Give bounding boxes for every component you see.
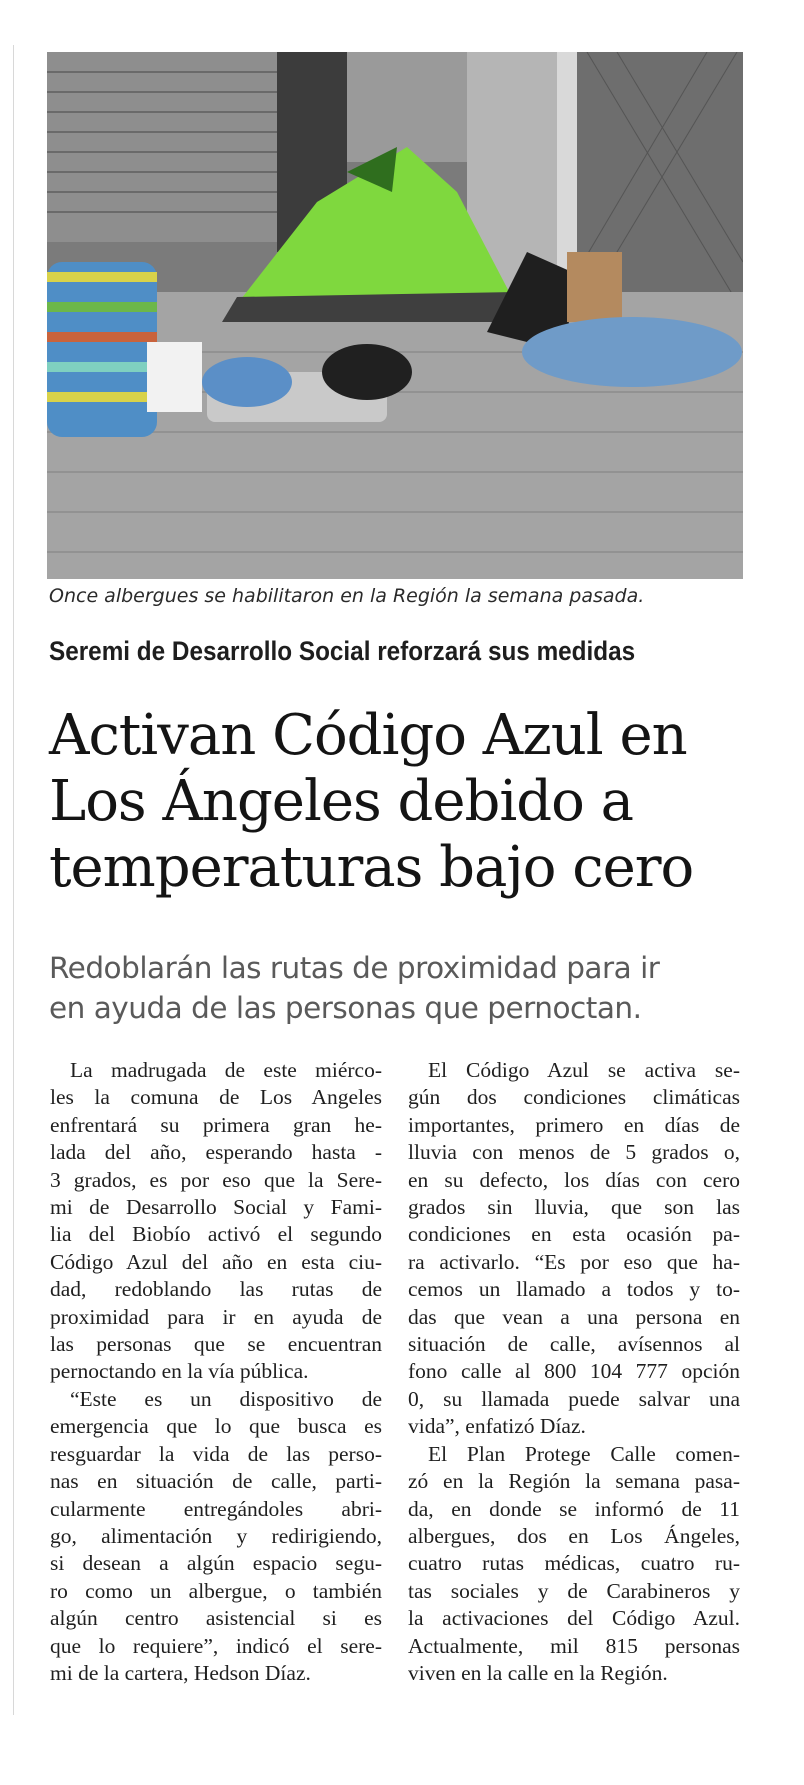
body-line: 0, su llamada puede salvar una (408, 1386, 740, 1411)
body-line: condiciones en esta ocasión pa- (408, 1222, 740, 1247)
body-line: les la comuna de Los Angeles (50, 1085, 382, 1110)
photo-caption: Once albergues se habilitaron en la Región la semana pasada. (49, 585, 645, 607)
headline-line: temperaturas bajo cero (49, 835, 694, 900)
body-line: El Código Azul se activa se- (428, 1058, 740, 1082)
body-line: en su defecto, los días con cero (408, 1167, 740, 1192)
body-line: mi de la cartera, Hedson Díaz. (50, 1660, 311, 1685)
subheadline-line: Redoblarán las rutas de proximidad para ir (49, 951, 660, 985)
body-line: lada del año, esperando hasta - (50, 1140, 382, 1165)
body-line: La madrugada de este miérco- (70, 1058, 382, 1082)
body-line: cularmente entregándoles abri- (50, 1496, 382, 1521)
body-line: la activaciones del Código Azul. (408, 1606, 740, 1631)
body-line: cuatro rutas médicas, cuatro ru- (408, 1551, 740, 1576)
headline-line: Activan Código Azul en (49, 703, 687, 768)
body-line: ra activarlo. “Es por eso que ha- (408, 1249, 740, 1274)
body-line: zó en la Región la semana pasa- (408, 1469, 740, 1494)
body-line: cemos un llamado a todos y to- (408, 1277, 740, 1302)
page-edge-rule (13, 45, 14, 1715)
subheadline-line: en ayuda de las personas que pernoctan. (49, 991, 642, 1025)
body-line: lluvia con menos de 5 grados o, (408, 1140, 740, 1165)
body-line: grados sin lluvia, que son las (408, 1195, 740, 1220)
body-line: gún dos condiciones climáticas (408, 1085, 740, 1110)
body-line: que lo requiere”, indicó el sere- (50, 1633, 382, 1658)
body-line: albergues, dos en Los Ángeles, (408, 1523, 740, 1548)
body-column-right (408, 1057, 740, 1687)
body-line: 3 grados, es por eso que la Sere- (50, 1167, 382, 1192)
headline-line: Los Ángeles debido a (49, 769, 634, 834)
body-line: da, en donde se informó de 11 (408, 1496, 740, 1521)
body-line: das que vean a una persona en (408, 1304, 740, 1329)
body-line: nas en situación de calle, parti- (50, 1469, 382, 1494)
body-line: mi de Desarrollo Social y Fami- (50, 1195, 382, 1220)
body-line: dad, redoblando las rutas de (50, 1277, 382, 1302)
headline (49, 703, 769, 901)
body-line: algún centro asistencial si es (50, 1606, 382, 1631)
body-line: Actualmente, mil 815 personas (408, 1633, 740, 1658)
subheadline (49, 948, 769, 1028)
body-line: enfrentará su primera gran he- (50, 1112, 382, 1137)
body-line: proximidad para ir en ayuda de (50, 1304, 382, 1329)
news-photo (47, 52, 743, 579)
body-line: El Plan Protege Calle comen- (428, 1441, 740, 1466)
body-line: fono calle al 800 104 777 opción (408, 1359, 740, 1384)
kicker: Seremi de Desarrollo Social reforzará sus medidas (49, 636, 636, 666)
body-line: tas sociales y de Carabineros y (408, 1578, 740, 1603)
body-line: Código Azul del año en esta ciu- (50, 1249, 382, 1274)
body-column-left (50, 1057, 382, 1687)
body-line: vida”, enfatizó Díaz. (408, 1414, 586, 1439)
body-line: lia del Biobío activó el segundo (50, 1222, 382, 1247)
body-line: pernoctando en la vía pública. (50, 1359, 309, 1384)
body-line: “Este es un dispositivo de (70, 1386, 382, 1411)
body-line: situación de calle, avísennos al (408, 1332, 740, 1357)
street-scene-illustration (47, 52, 743, 579)
body-line: si desean a algún espacio segu- (50, 1551, 382, 1576)
body-line: resguardar la vida de las perso- (50, 1441, 382, 1466)
body-line: importantes, primero en días de (408, 1112, 740, 1137)
body-line: go, alimentación y redirigiendo, (50, 1523, 382, 1548)
body-line: las personas que se encuentran (50, 1332, 382, 1357)
body-line: viven en la calle en la Región. (408, 1660, 668, 1685)
body-line: emergencia que lo que busca es (50, 1414, 382, 1439)
body-line: ro como un albergue, o también (50, 1578, 382, 1603)
